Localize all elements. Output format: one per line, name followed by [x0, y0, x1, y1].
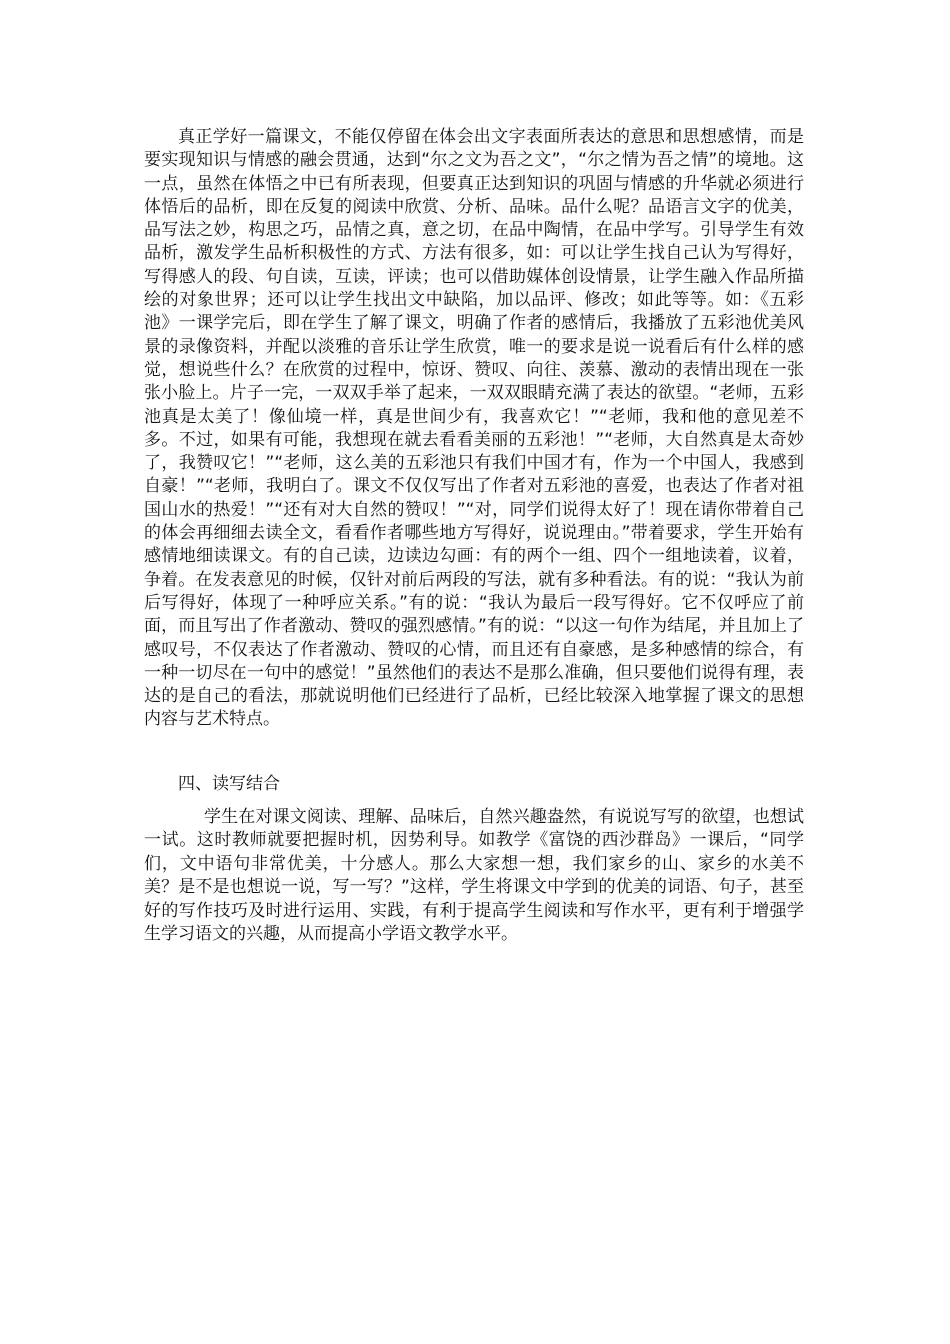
- body-paragraph-appreciation: 真正学好一篇课文，不能仅停留在体会出文字表面所表达的意思和思想感情，而是要实现知识与情感的融会贯通，达到“尔之文为吾之文”，“尔之情为吾之情”的境地。这一点，虽然在体悟之中已有所表现，但要真正达到知识的巩固与情感的升华就必须进行体悟后的品析，即在反复的阅读中欣赏、分析、品味。品什么呢？品语言文字的优美，品写法之妙，构思之巧，品情之真，意之切，在品中陶情，在品中学写。引导学生有效品析，激发学生品析积极性的方式、方法有很多，如：可以让学生找自己认为写得好，写得感人的段、句自读，互读，评读；也可以借助媒体创设情景，让学生融入作品所描绘的对象世界；还可以让学生找出文中缺陷，加以品评、修改；如此等等。如：《五彩池》一课学完后，即在学生了解了课文，明确了作者的感情后，我播放了五彩池优美风景的录像资料，并配以淡雅的音乐让学生欣赏，唯一的要求是说一说看后有什么样的感觉，想说些什么？在欣赏的过程中，惊讶、赞叹、向往、羡慕、激动的表情出现在一张张小脸上。片子一完，一双双手举了起来，一双双眼睛充满了表达的欲望。“老师，五彩池真是太美了！像仙境一样，真是世间少有，我喜欢它！”“老师，我和他的意见差不多。不过，如果有可能，我想现在就去看看美丽的五彩池！”“老师，大自然真是太奇妙了，我赞叹它！”“老师，这么美的五彩池只有我们中国才有，作为一个中国人，我感到自豪！”“老师，我明白了。课文不仅仅写出了作者对五彩池的喜爱，也表达了作者对祖国山水的热爱！”“还有对大自然的赞叹！”“对，同学们说得太好了！现在请你带着自己的体会再细细去读全文，看看作者哪些地方写得好，说说理由。”带着要求，学生开始有感情地细读课文。有的自己读，边读边勾画：有的两个一组、四个一组地读着，议着，争着。在发表意见的时候，仅针对前后两段的写法，就有多种看法。有的说：“我认为前后写得好，体现了一种呼应关系。”有的说：“我认为最后一段写得好。它不仅呼应了前面，而且写出了作者激动、赞叹的强烈感情。”有的说：“以这一句作为结尾，并且加上了感叹号，不仅表达了作者激动、赞叹的心情，而且还有自豪感，是多种感情的综合，有一种一切尽在一句中的感觉！”虽然他们的表达不是那么准确，但只要他们说得有理，表达的是自己的看法，那就说明他们已经进行了品析，已经比较深入地掌握了课文的思想内容与艺术特点。: [144, 127, 804, 730]
- body-paragraph-reading-writing: 学生在对课文阅读、理解、品味后，自然兴趣盎然，有说说写写的欲望，也想试一试。这时教师就要把握时机，因势利导。如教学《富饶的西沙群岛》一课后，“同学们，文中语句非常优美，十分感人。那么大家想一想，我们家乡的山、家乡的水美不美？是不是也想说一说，写一写？”这样，学生将课文中学到的优美的词语、句子，甚至好的写作技巧及时进行运用、实践，有利于提高学生阅读和写作水平，更有利于增强学生学习语文的兴趣，从而提高小学语文教学水平。: [144, 807, 804, 945]
- section-heading-reading-writing: 四、读写结合: [178, 774, 280, 794]
